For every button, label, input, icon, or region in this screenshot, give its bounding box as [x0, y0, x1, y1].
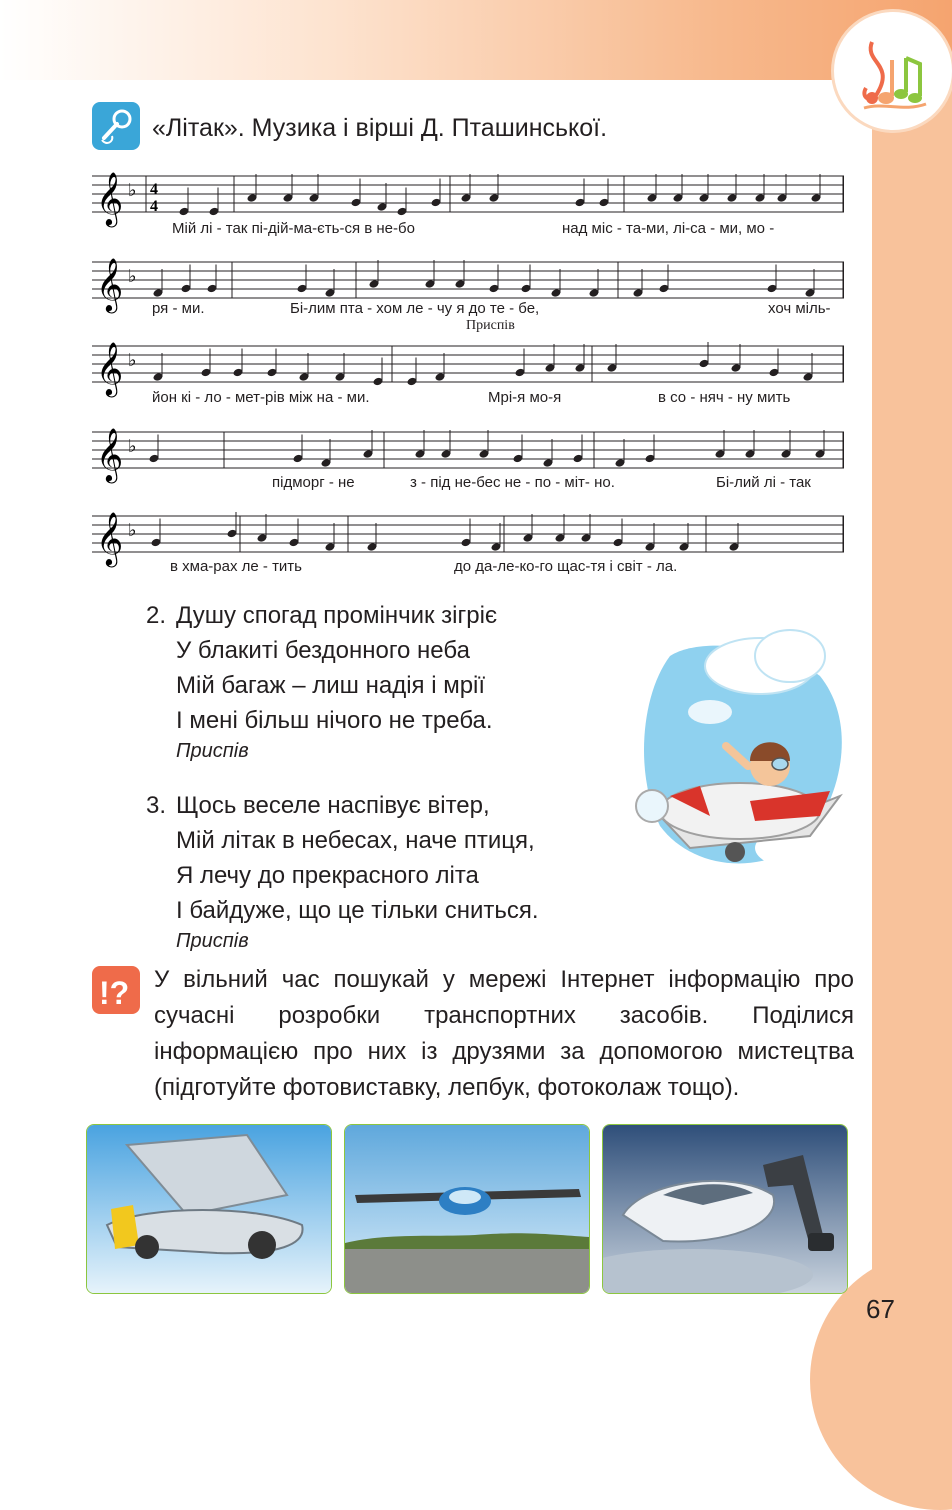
- flat-sign-icon: ♭: [128, 436, 137, 457]
- lyric-line: над міс - та-ми, лі-са - ми, мо -: [562, 220, 775, 237]
- lyric-line: в со - няч - ну мить: [658, 389, 791, 406]
- time-signature-bottom: 4: [150, 198, 158, 215]
- time-signature-top: 4: [150, 181, 158, 198]
- refrain-label: Приспів: [176, 740, 249, 762]
- verse-line: У блакиті бездонного неба: [176, 637, 470, 664]
- treble-clef-icon: 𝄞: [96, 342, 124, 395]
- flat-sign-icon: ♭: [128, 350, 137, 371]
- treble-clef-icon: 𝄞: [96, 428, 124, 481]
- side-decor-band: [872, 80, 952, 1394]
- verse-line: І байдуже, що це тільки сниться.: [176, 897, 539, 924]
- verse-line: І мені більш нічого не треба.: [176, 707, 493, 734]
- verse-line: Мій багаж – лиш надія і мрії: [176, 672, 486, 699]
- verse-3: [146, 788, 539, 954]
- treble-clef-icon: 𝄞: [96, 258, 124, 311]
- lyric-line: в хма-рах ле - тить: [170, 558, 302, 575]
- task-text: У вільний час пошукай у мережі Інтернет інформацію про сучасні розробки транспортних засобів. Поділися інформацією про них із друзями за допомогою мистецтва (підготуйте фотовиставку, лепбук, фотоколаж тощо).: [154, 966, 854, 1101]
- flying-car-photo-2: [344, 1124, 590, 1294]
- verse-line: Щось веселе наспівує вітер,: [176, 792, 490, 819]
- music-notes-icon: [834, 12, 952, 130]
- verse-number: 3.: [146, 792, 167, 819]
- svg-text:!?: !?: [99, 975, 130, 1011]
- treble-clef-icon: 𝄞: [96, 172, 124, 225]
- flat-sign-icon: ♭: [128, 266, 137, 287]
- lyric-line: Бі-лим пта - хом ле - чу я до те - бе,: [290, 300, 540, 317]
- lyric-line: Мрі-я мо-я: [488, 389, 562, 406]
- question-exclamation-icon: [92, 966, 140, 1014]
- flying-car-photo-3: [602, 1124, 848, 1294]
- lyric-line: Мій лі - так пі-дій-ма-єть-ся в не-бо: [172, 220, 415, 237]
- verse-line: Я лечу до прекрасного літа: [176, 862, 479, 889]
- lyric-line: підморг - не: [272, 474, 355, 491]
- lyric-line: ря - ми.: [152, 300, 205, 317]
- microphone-icon: [92, 102, 140, 150]
- refrain-marker: Приспів: [466, 318, 515, 333]
- lyric-line: Бі-лий лі - так: [716, 474, 811, 491]
- lyric-line: з - під не-бес не - по - міт- но.: [410, 474, 615, 491]
- cartoon-plane-illustration: [630, 616, 860, 888]
- flat-sign-icon: ♭: [128, 180, 137, 201]
- lyric-line: хоч міль-: [768, 300, 831, 317]
- page-number: 67: [866, 1294, 895, 1324]
- flying-car-photo-1: [86, 1124, 332, 1294]
- lyric-line: йон кі - ло - мет-рів між на - ми.: [152, 389, 370, 406]
- verse-2: [146, 598, 498, 764]
- lyric-line: до да-ле-ко-го щас-тя і світ - ла.: [454, 558, 678, 575]
- flat-sign-icon: ♭: [128, 520, 137, 541]
- refrain-label: Приспів: [176, 930, 249, 952]
- verse-line: Мій літак в небесах, наче птиця,: [176, 827, 535, 854]
- verse-line: Душу спогад промінчик зігріє: [176, 602, 498, 629]
- song-title: «Літак». Музика і вірші Д. Пташинської.: [152, 114, 608, 142]
- verse-number: 2.: [146, 602, 167, 629]
- treble-clef-icon: 𝄞: [96, 512, 124, 565]
- top-decor-band: [0, 0, 952, 80]
